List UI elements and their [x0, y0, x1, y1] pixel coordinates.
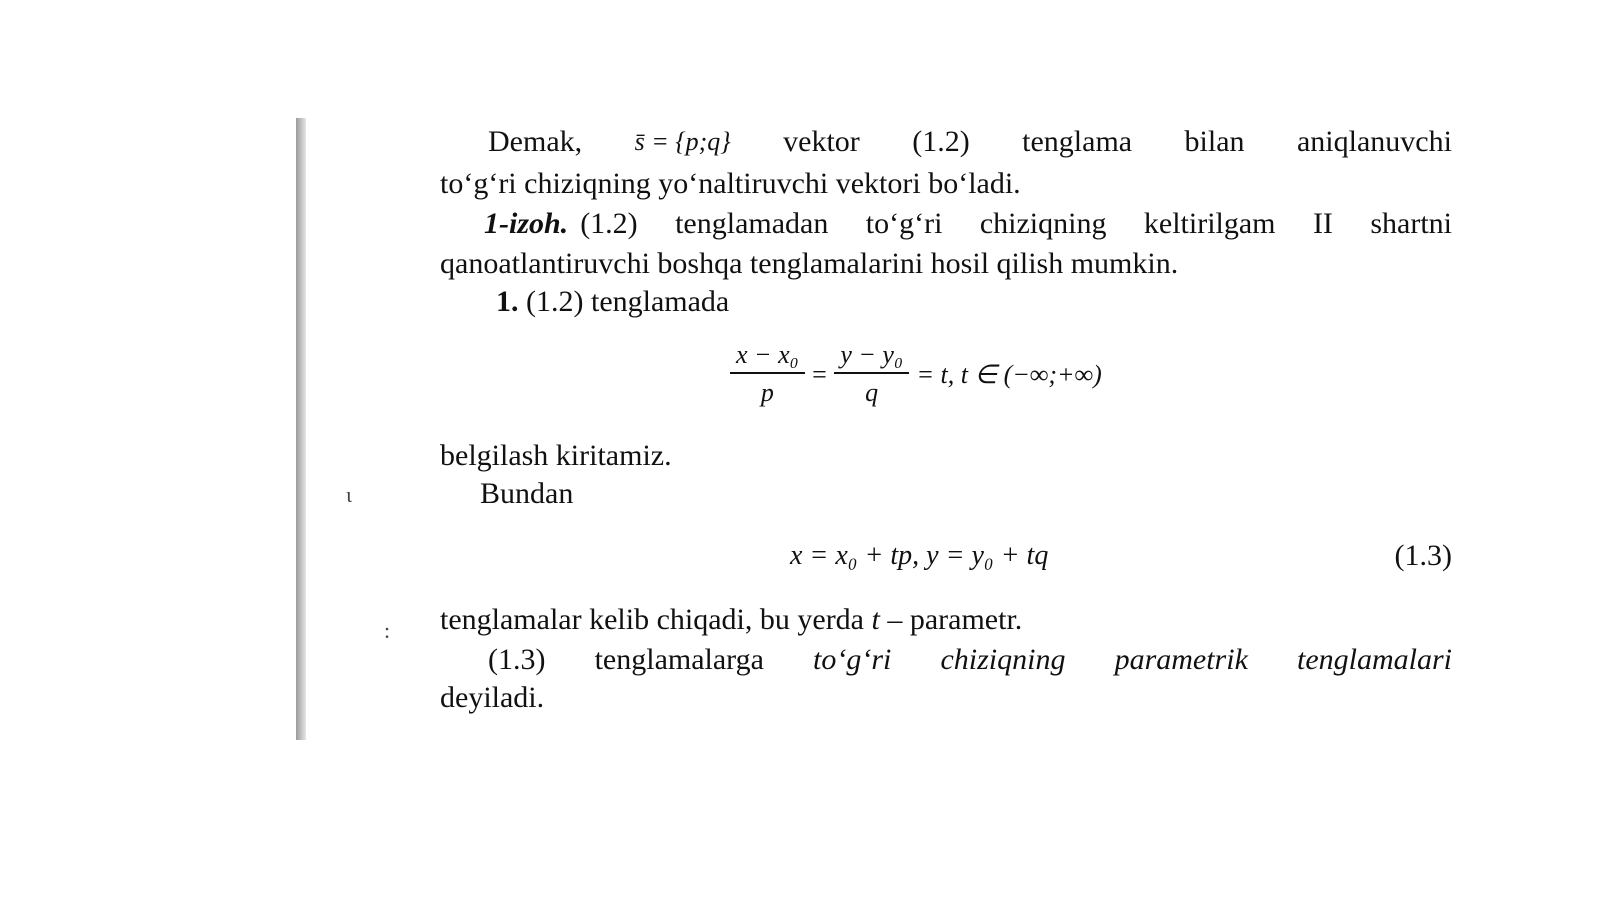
term-parametrik: parametrik [1114, 643, 1248, 676]
after-formula-1: belgilash kiritamiz. [440, 439, 672, 472]
final-paragraph-line-1 [488, 640, 1452, 680]
text-tenglamalarga: tenglamalarga [594, 643, 764, 676]
note-label: 1-izoh. [484, 207, 569, 240]
fraction-x-numerator: x − x₀ [730, 338, 805, 374]
text-parametr: – parametr. [879, 603, 1023, 636]
note-1-line-2: qanoatlantiruvchi boshqa tenglamalarini hosil qilish mumkin. [440, 247, 1179, 280]
text-tenglamalar-kelib: tenglamalar kelib chiqadi, bu yerda [440, 603, 872, 636]
page-edge-shadow [296, 118, 306, 740]
equals-sign: = [812, 360, 827, 389]
param-t: t [871, 603, 880, 636]
text-demak: Demak, [488, 125, 583, 158]
equation-number-1-3: (1.3) [1394, 539, 1452, 572]
text-bilan: bilan [1184, 125, 1245, 158]
note-1-text: (1.2) tenglamadan to‘g‘ri chiziqning keltirilgam II shartni [580, 207, 1452, 240]
note-1-line-1 [484, 204, 1452, 244]
fraction-x-denominator: p [760, 378, 774, 407]
paragraph-1-line-1 [488, 122, 1452, 162]
paragraph-1-line-2: to‘g‘ri chiziqning yo‘naltiruvchi vektori bo‘ladi. [440, 167, 1021, 200]
fraction-y-denominator: q [865, 378, 879, 407]
term-togri: to‘g‘ri [813, 643, 892, 676]
bundan-text: Bundan [480, 477, 574, 510]
after-formula-2 [440, 600, 1452, 640]
vector-s-formula: s̄ = {p;q} [634, 127, 731, 156]
formula-parameter-range: = t, t ∈ (−∞;+∞) [916, 360, 1102, 389]
formula-canonical-to-parametric [730, 338, 1102, 412]
fraction-y-numerator: y − y₀ [834, 338, 909, 374]
item-1 [496, 282, 1508, 322]
final-paragraph-line-2: deyiladi. [440, 681, 545, 714]
scan-speck: ι [346, 482, 352, 507]
text-tenglama: tenglama [1022, 125, 1133, 158]
formula-parametric-equations: x = x₀ + tp, y = y₀ + tq [790, 540, 1049, 571]
term-tenglamalari: tenglamalari [1296, 643, 1452, 676]
item-text: (1.2) tenglamada [526, 285, 730, 318]
text-aniqlanuvchi: aniqlanuvchi [1296, 125, 1452, 158]
fraction-x [730, 338, 805, 412]
fraction-y [834, 338, 909, 412]
item-number: 1. [496, 285, 519, 318]
final-ref: (1.3) [488, 643, 546, 676]
term-chiziqning: chiziqning [940, 643, 1066, 676]
text-vektor: vektor [783, 125, 860, 158]
equation-ref: (1.2) [912, 125, 970, 158]
scan-speck: : [384, 618, 391, 643]
